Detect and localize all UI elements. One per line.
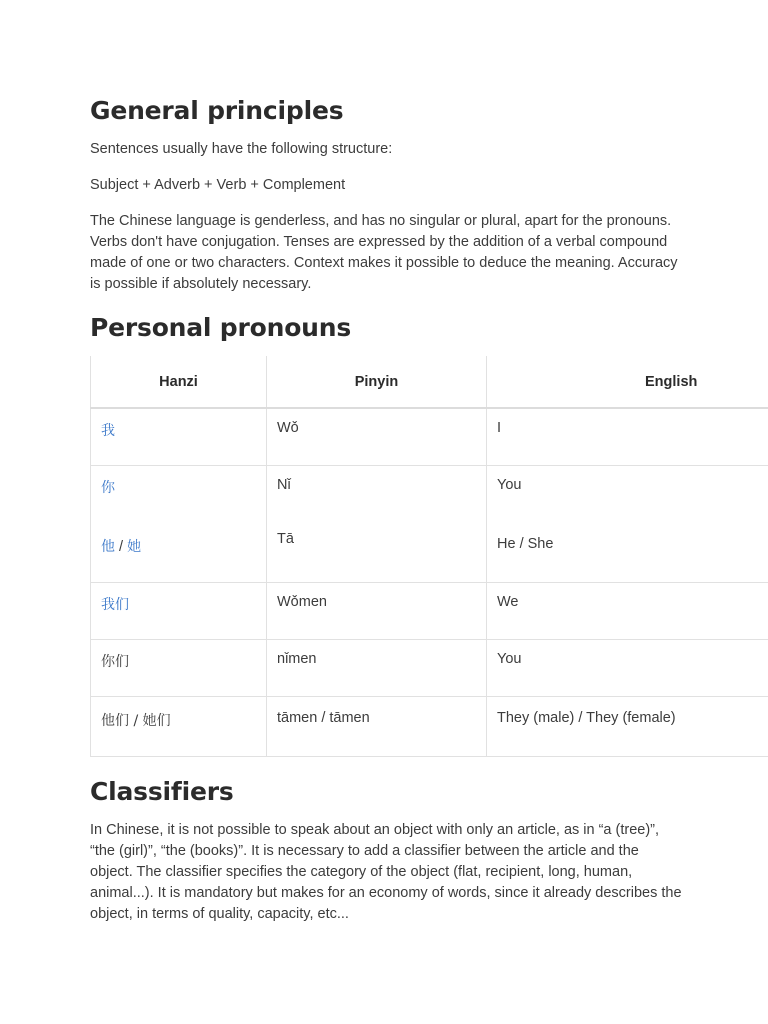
column-header-pinyin: Pinyin xyxy=(267,356,487,408)
heading-general-principles: General principles xyxy=(90,96,344,125)
pronouns-table xyxy=(90,356,768,757)
cell-hanzi xyxy=(91,465,267,522)
cell-pinyin: Tā xyxy=(267,522,487,582)
cell-pinyin: Wǒ xyxy=(267,408,487,465)
table-row xyxy=(91,582,768,639)
cell-pinyin: nǐmen xyxy=(267,639,487,696)
cell-english: You xyxy=(487,465,768,522)
hanzi-separator: / xyxy=(115,539,128,555)
cell-hanzi xyxy=(91,582,267,639)
structure-intro-text: Sentences usually have the following structure: xyxy=(90,141,393,157)
classifiers-paragraph: In Chinese, it is not possible to speak about an object with only an article, as in “a (tree)”, “the (girl)”, “the (books)”. It is necessary to add a classifier between the article and the object. The classifier specifies the category of the object (flat, recipient, long, human, animal...). It is mandatory but makes for an economy of words, since it already describes the object, in terms of quality, capacity, etc... xyxy=(90,822,682,922)
table-header-row xyxy=(91,356,768,408)
structure-formula-text: Subject + Adverb + Verb + Complement xyxy=(90,177,346,193)
cell-pinyin: Nǐ xyxy=(267,465,487,522)
hanzi-link-wo[interactable]: 我 xyxy=(101,423,115,439)
hanzi-link-women[interactable]: 我们 xyxy=(101,596,129,613)
cell-english: We xyxy=(487,582,768,639)
pronouns-table-wrapper xyxy=(90,356,768,757)
gender-paragraph: The Chinese language is genderless, and has no singular or plural, apart for the pronouns. Verbs don't have conjugation. Tenses are expressed by the addition of a verbal compound made of one or two characters. Context makes it possible to deduce the meaning. Accuracy is possible if absolutely necessary. xyxy=(90,213,678,292)
table-row xyxy=(91,522,768,582)
cell-hanzi xyxy=(91,408,267,465)
cell-hanzi xyxy=(91,522,267,582)
heading-personal-pronouns: Personal pronouns xyxy=(90,313,352,342)
column-header-english: English xyxy=(487,356,768,408)
table-row xyxy=(91,639,768,696)
cell-english: You xyxy=(487,639,768,696)
table-row xyxy=(91,465,768,522)
cell-hanzi: 他们 / 她们 xyxy=(91,696,267,756)
cell-pinyin: tāmen / tāmen xyxy=(267,696,487,756)
table-row xyxy=(91,408,768,465)
heading-classifiers: Classifiers xyxy=(90,777,234,806)
table-row xyxy=(91,696,768,756)
cell-english: He / She xyxy=(487,522,768,582)
cell-english: I xyxy=(487,408,768,465)
hanzi-link-ta-female[interactable]: 她 xyxy=(127,539,142,555)
cell-english: They (male) / They (female) xyxy=(487,696,768,756)
hanzi-link-ta-male[interactable]: 他 xyxy=(101,539,115,555)
cell-pinyin: Wǒmen xyxy=(267,582,487,639)
cell-hanzi: 你们 xyxy=(91,639,267,696)
hanzi-link-ni[interactable]: 你 xyxy=(101,479,115,496)
column-header-hanzi: Hanzi xyxy=(91,356,267,408)
